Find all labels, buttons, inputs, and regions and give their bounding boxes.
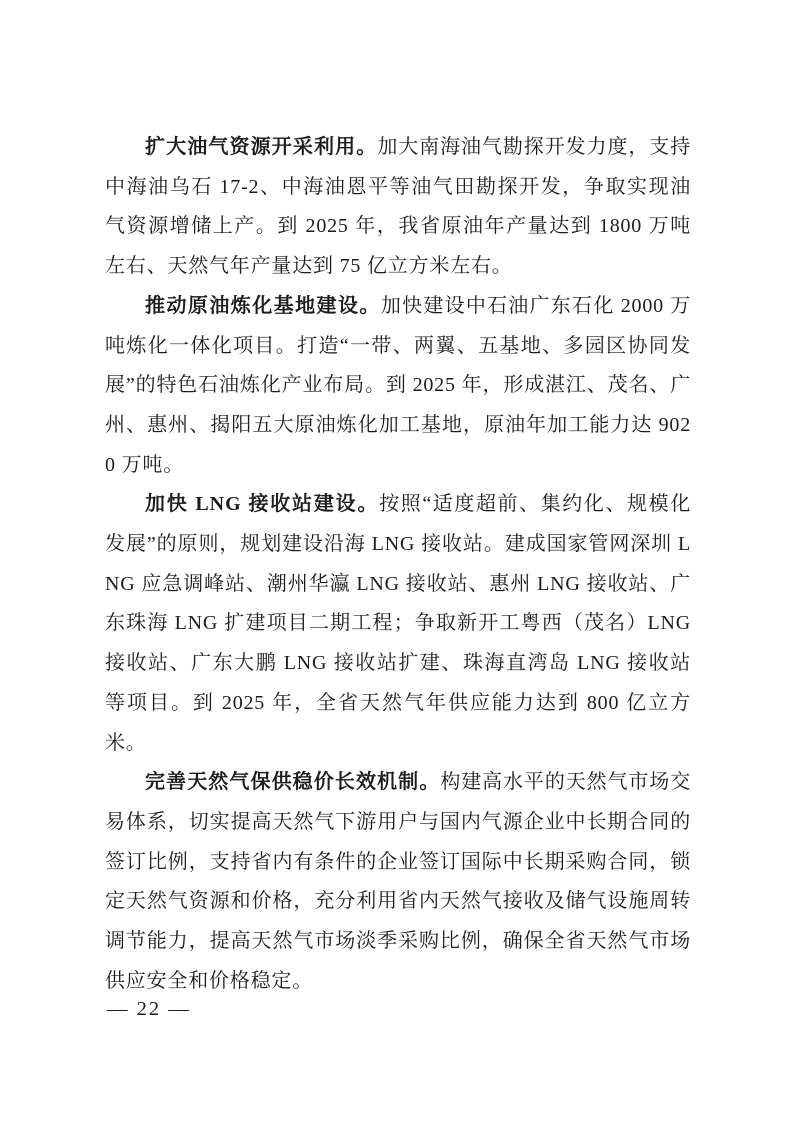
paragraph	[105, 485, 691, 763]
paragraph-lead: 完善天然气保供稳价长效机制。	[145, 771, 441, 794]
paragraph-text: 加快建设中石油广东石化 2000 万吨炼化一体化项目。打造“一带、两翼、五基地、多园区协同发展”的特色石油炼化产业布局。到 2025 年，形成湛江、茂名、广州、惠州、揭阳五大原油炼化加工基地，原油年加工能力达 9020 万吨。	[105, 294, 691, 476]
page-number: — 22 —	[107, 998, 191, 1020]
paragraph	[105, 763, 691, 1001]
paragraph-text: 构建高水平的天然气市场交易体系，切实提高天然气下游用户与国内气源企业中长期合同的签订比例，支持省内有条件的企业签订国际中长期采购合同，锁定天然气资源和价格，充分利用省内天然气接收及储气设施周转调节能力，提高天然气市场淡季采购比例，确保全省天然气市场供应安全和价格稳定。	[105, 771, 691, 992]
paragraph	[105, 287, 691, 486]
paragraph	[105, 128, 691, 287]
paragraph-lead: 扩大油气资源开采利用。	[145, 136, 378, 158]
paragraph-text: 按照“适度超前、集约化、规模化发展”的原则，规划建设沿海 LNG 接收站。建成国家管网深圳 LNG 应急调峰站、潮州华瀛 LNG 接收站、惠州 LNG 接收站、广东珠海 LNG 扩建项目二期工程；争取新开工粤西（茂名）LNG 接收站、广东大鹏 LNG 接收站扩建、珠海直湾岛 LNG 接收站等项目。到 2025 年，全省天然气年供应能力达到 800 亿立方米。	[105, 493, 691, 754]
paragraph-lead: 加快 LNG 接收站建设。	[145, 493, 380, 516]
paragraph-lead: 推动原油炼化基地建设。	[145, 294, 381, 317]
document-body	[105, 128, 691, 1001]
paragraph-text: 加大南海油气勘探开发力度，支持中海油乌石 17-2、中海油恩平等油气田勘探开发，争取实现油气资源增储上产。到 2025 年，我省原油年产量达到 1800 万吨左右、天然气年产量达到 75 亿立方米左右。	[105, 136, 692, 278]
